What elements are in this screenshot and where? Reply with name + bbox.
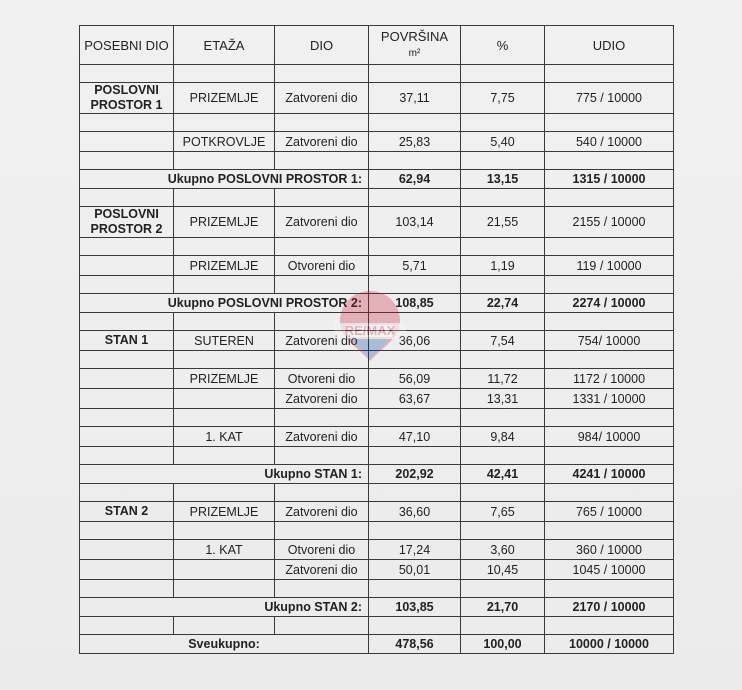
spacer-row bbox=[80, 580, 674, 598]
etaza-cell bbox=[174, 389, 275, 409]
spacer-row bbox=[80, 447, 674, 465]
spacer-row bbox=[80, 189, 674, 207]
dio-cell: Zatvoreni dio bbox=[275, 83, 369, 114]
udio-cell: 1045 / 10000 bbox=[545, 560, 674, 580]
table-row bbox=[80, 389, 674, 409]
table-row bbox=[80, 369, 674, 389]
percent-cell: 7,65 bbox=[461, 502, 545, 522]
subtotal-povrsina: 62,94 bbox=[369, 170, 461, 189]
unit-label: POSLOVNI PROSTOR 1 bbox=[80, 83, 174, 114]
percent-cell: 13,31 bbox=[461, 389, 545, 409]
table-row bbox=[80, 83, 674, 114]
subtotal-percent: 22,74 bbox=[461, 294, 545, 313]
etaza-cell: PRIZEMLJE bbox=[174, 502, 275, 522]
ownership-share-table bbox=[79, 25, 674, 654]
grand-total-percent: 100,00 bbox=[461, 635, 545, 654]
povrsina-cell: 17,24 bbox=[369, 540, 461, 560]
povrsina-cell: 50,01 bbox=[369, 560, 461, 580]
subtotal-row bbox=[80, 294, 674, 313]
percent-cell: 5,40 bbox=[461, 132, 545, 152]
header-row bbox=[80, 26, 674, 65]
spacer-row bbox=[80, 276, 674, 294]
subtotal-row bbox=[80, 170, 674, 189]
subtotal-label: Ukupno STAN 1: bbox=[80, 465, 369, 484]
etaza-cell: PRIZEMLJE bbox=[174, 207, 275, 238]
grand-total-udio: 10000 / 10000 bbox=[545, 635, 674, 654]
subtotal-row bbox=[80, 465, 674, 484]
udio-cell: 1331 / 10000 bbox=[545, 389, 674, 409]
dio-cell: Otvoreni dio bbox=[275, 369, 369, 389]
etaza-cell: SUTEREN bbox=[174, 331, 275, 351]
udio-cell: 765 / 10000 bbox=[545, 502, 674, 522]
povrsina-cell: 25,83 bbox=[369, 132, 461, 152]
subtotal-percent: 13,15 bbox=[461, 170, 545, 189]
percent-cell: 9,84 bbox=[461, 427, 545, 447]
table-row bbox=[80, 207, 674, 238]
subtotal-percent: 42,41 bbox=[461, 465, 545, 484]
udio-cell: 540 / 10000 bbox=[545, 132, 674, 152]
header-percent: % bbox=[461, 26, 545, 65]
subtotal-udio: 1315 / 10000 bbox=[545, 170, 674, 189]
table-row bbox=[80, 331, 674, 351]
spacer-row bbox=[80, 238, 674, 256]
udio-cell: 119 / 10000 bbox=[545, 256, 674, 276]
povrsina-cell: 36,06 bbox=[369, 331, 461, 351]
table-row bbox=[80, 560, 674, 580]
grand-total-label: Sveukupno: bbox=[80, 635, 369, 654]
percent-cell: 7,75 bbox=[461, 83, 545, 114]
etaza-cell: 1. KAT bbox=[174, 540, 275, 560]
table-row bbox=[80, 132, 674, 152]
unit-label: POSLOVNI PROSTOR 2 bbox=[80, 207, 174, 238]
dio-cell: Zatvoreni dio bbox=[275, 502, 369, 522]
spacer-row bbox=[80, 522, 674, 540]
povrsina-cell: 36,60 bbox=[369, 502, 461, 522]
povrsina-cell: 47,10 bbox=[369, 427, 461, 447]
udio-cell: 984/ 10000 bbox=[545, 427, 674, 447]
etaza-cell: POTKROVLJE bbox=[174, 132, 275, 152]
subtotal-povrsina: 103,85 bbox=[369, 598, 461, 617]
spacer-row bbox=[80, 617, 674, 635]
grand-total-row bbox=[80, 635, 674, 654]
povrsina-cell: 63,67 bbox=[369, 389, 461, 409]
header-povrsina-unit: m² bbox=[408, 48, 421, 59]
udio-cell: 754/ 10000 bbox=[545, 331, 674, 351]
spacer-row bbox=[80, 351, 674, 369]
povrsina-cell: 103,14 bbox=[369, 207, 461, 238]
dio-cell: Otvoreni dio bbox=[275, 540, 369, 560]
etaza-cell: PRIZEMLJE bbox=[174, 83, 275, 114]
etaza-cell bbox=[174, 560, 275, 580]
header-udio: UDIO bbox=[545, 26, 674, 65]
unit-label: STAN 2 bbox=[80, 502, 174, 522]
percent-cell: 11,72 bbox=[461, 369, 545, 389]
subtotal-udio: 2274 / 10000 bbox=[545, 294, 674, 313]
table-row bbox=[80, 502, 674, 522]
header-povrsina-label: POVRŠINA bbox=[380, 29, 449, 44]
spacer-row bbox=[80, 65, 674, 83]
percent-cell: 1,19 bbox=[461, 256, 545, 276]
udio-cell: 2155 / 10000 bbox=[545, 207, 674, 238]
dio-cell: Zatvoreni dio bbox=[275, 207, 369, 238]
dio-cell: Zatvoreni dio bbox=[275, 331, 369, 351]
dio-cell: Otvoreni dio bbox=[275, 256, 369, 276]
subtotal-label: Ukupno POSLOVNI PROSTOR 2: bbox=[80, 294, 369, 313]
udio-cell: 1172 / 10000 bbox=[545, 369, 674, 389]
table-row bbox=[80, 540, 674, 560]
percent-cell: 3,60 bbox=[461, 540, 545, 560]
percent-cell: 10,45 bbox=[461, 560, 545, 580]
table-row bbox=[80, 256, 674, 276]
unit-label: STAN 1 bbox=[80, 331, 174, 351]
spacer-row bbox=[80, 313, 674, 331]
grand-total-povrsina: 478,56 bbox=[369, 635, 461, 654]
spacer-row bbox=[80, 152, 674, 170]
dio-cell: Zatvoreni dio bbox=[275, 560, 369, 580]
spacer-row bbox=[80, 409, 674, 427]
udio-cell: 360 / 10000 bbox=[545, 540, 674, 560]
dio-cell: Zatvoreni dio bbox=[275, 389, 369, 409]
subtotal-percent: 21,70 bbox=[461, 598, 545, 617]
subtotal-label: Ukupno STAN 2: bbox=[80, 598, 369, 617]
spacer-row bbox=[80, 484, 674, 502]
subtotal-povrsina: 202,92 bbox=[369, 465, 461, 484]
svg-text:RE/MAX: RE/MAX bbox=[344, 323, 396, 338]
povrsina-cell: 56,09 bbox=[369, 369, 461, 389]
udio-cell: 775 / 10000 bbox=[545, 83, 674, 114]
subtotal-povrsina: 108,85 bbox=[369, 294, 461, 313]
etaza-cell: PRIZEMLJE bbox=[174, 369, 275, 389]
etaza-cell: PRIZEMLJE bbox=[174, 256, 275, 276]
subtotal-row bbox=[80, 598, 674, 617]
etaza-cell: 1. KAT bbox=[174, 427, 275, 447]
percent-cell: 7,54 bbox=[461, 331, 545, 351]
table-row bbox=[80, 427, 674, 447]
header-povrsina bbox=[369, 26, 461, 65]
subtotal-udio: 4241 / 10000 bbox=[545, 465, 674, 484]
header-etaza: ETAŽA bbox=[174, 26, 275, 65]
header-posebni-dio: POSEBNI DIO bbox=[80, 26, 174, 65]
subtotal-udio: 2170 / 10000 bbox=[545, 598, 674, 617]
spacer-row bbox=[80, 114, 674, 132]
povrsina-cell: 5,71 bbox=[369, 256, 461, 276]
subtotal-label: Ukupno POSLOVNI PROSTOR 1: bbox=[80, 170, 369, 189]
dio-cell: Zatvoreni dio bbox=[275, 132, 369, 152]
header-dio: DIO bbox=[275, 26, 369, 65]
dio-cell: Zatvoreni dio bbox=[275, 427, 369, 447]
povrsina-cell: 37,11 bbox=[369, 83, 461, 114]
percent-cell: 21,55 bbox=[461, 207, 545, 238]
